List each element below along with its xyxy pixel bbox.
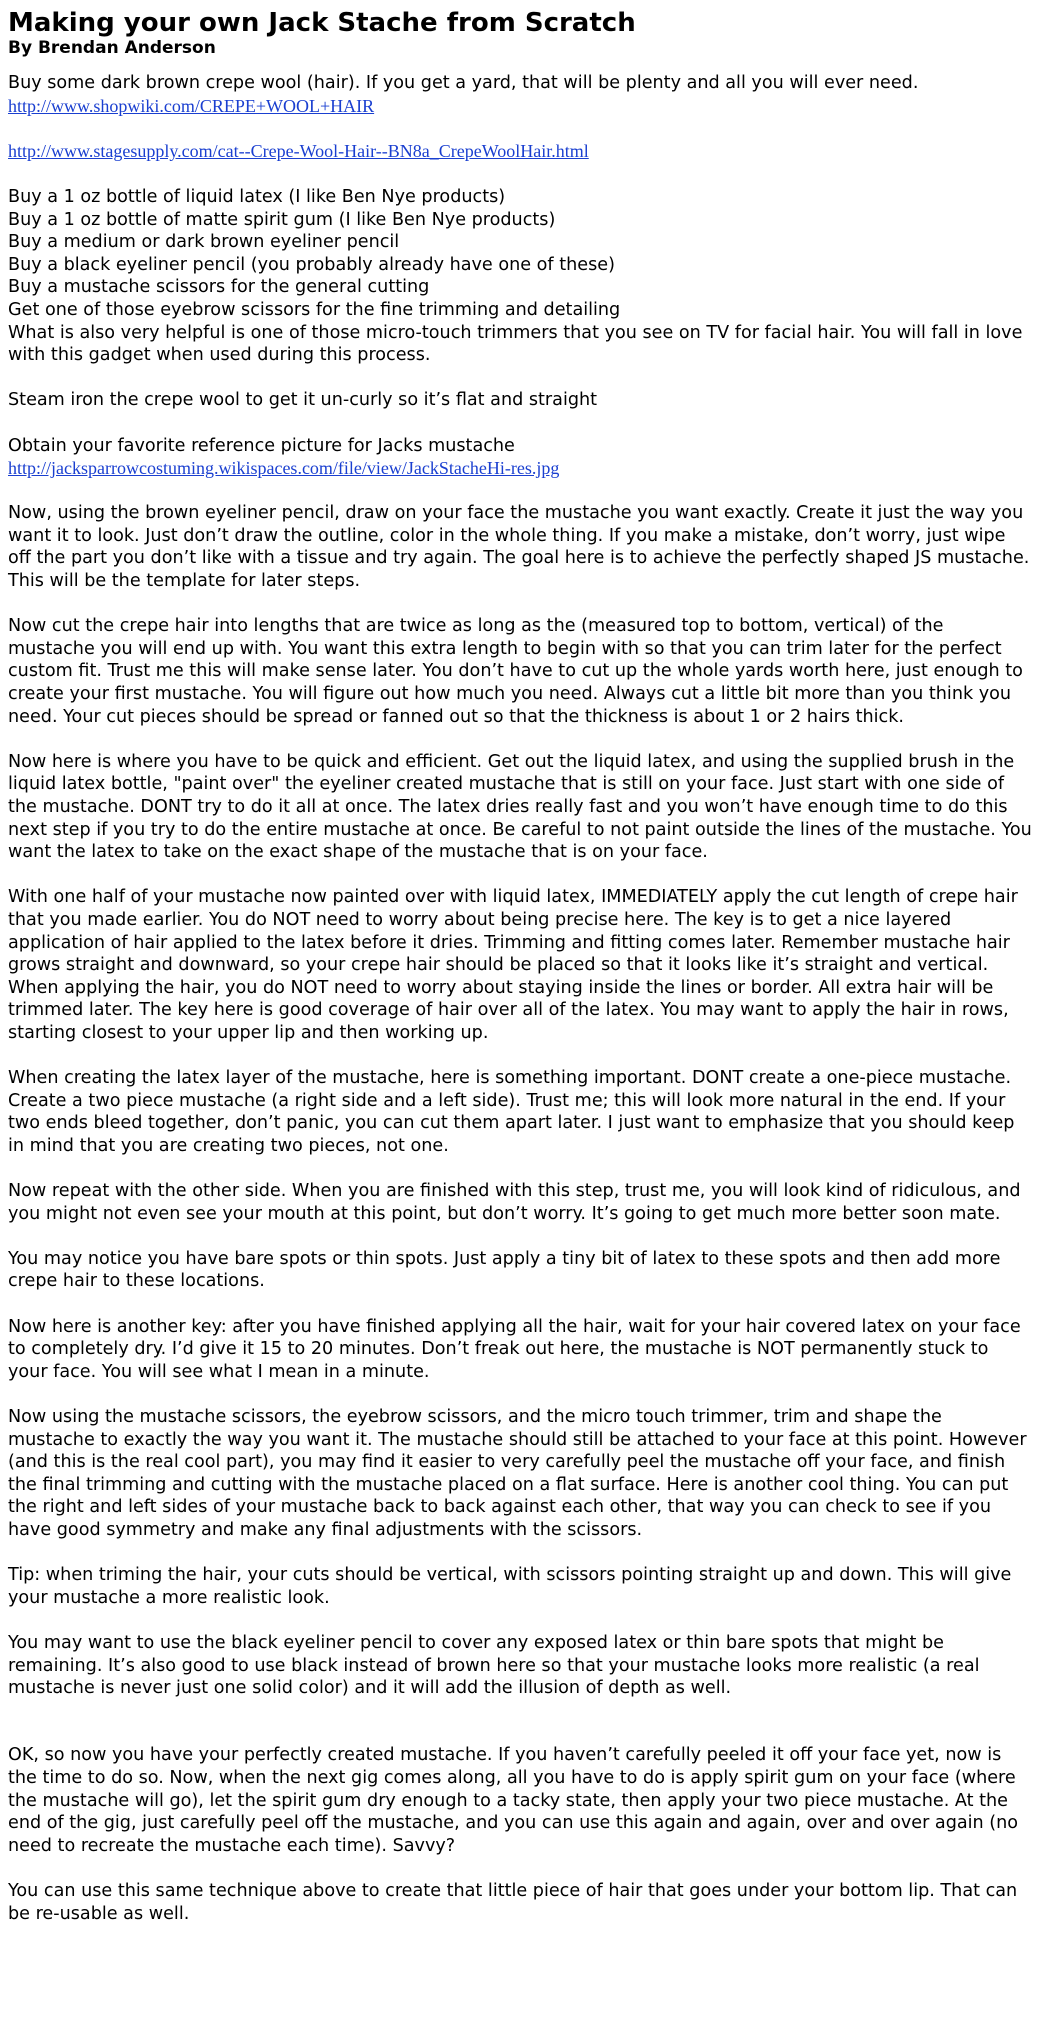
reference-paragraph	[8, 435, 1033, 480]
body-paragraph: You may notice you have bare spots or thin spots. Just apply a tiny bit of latex to these spots and then add more crepe hair to these locations.	[8, 1248, 1001, 1292]
supply-item: Get one of those eyebrow scissors for the fine trimming and detailing	[8, 299, 621, 320]
supply-item: Buy a mustache scissors for the general cutting	[8, 277, 430, 298]
document-title: Making your own Jack Stache from Scratch	[8, 8, 636, 38]
supply-item: Buy a 1 oz bottle of liquid latex (I like Ben Nye products)	[8, 186, 506, 207]
section-gap	[8, 1722, 1033, 1744]
body-paragraph: Now using the mustache scissors, the eyebrow scissors, and the micro touch trimmer, trim and shape the mustache to exactly the way you want it. The mustache should still be attached to your face at this point. However (and this is the real cool part), you may find it easier to very carefully peel the mustache off your face, and finish the final trimming and cutting with the mustache placed on a flat surface. Here is another cool thing. You can put the right and left sides of your mustache back to back against each other, that way you can check to see if you have good symmetry and make any final adjustments with the scissors.	[8, 1407, 1027, 1540]
body-paragraph: Now here is another key: after you have finished applying all the hair, wait for your hair covered latex on your face to completely dry. I’d give it 15 to 20 minutes. Don’t freak out here, the mustache is NOT permanently stuck to your face. You will see what I mean in a minute.	[8, 1316, 1021, 1382]
reference-text: Obtain your favorite reference picture for Jacks mustache	[8, 435, 515, 456]
supply-item: What is also very helpful is one of those micro-touch trimmers that you see on TV for facial hair. You will fall in love with this gadget when used during this process.	[8, 322, 1023, 366]
intro-paragraph	[8, 72, 1033, 117]
closing-paragraph: OK, so now you have your perfectly created mustache. If you haven’t carefully peeled it off your face yet, now is the time to do so. Now, when the next gig comes along, all you have to do is apply spirit gum on your face (where the mustache will go), let the spirit gum dry enough to a tacky state, then apply your two piece mustache. At the end of the gig, just carefully peel off the mustache, and you can use this again and again, over and over again (no need to recreate the mustache each time). Savvy?	[8, 1745, 1019, 1856]
supply-item: Buy a medium or dark brown eyeliner pencil	[8, 232, 400, 253]
body-paragraph: Now, using the brown eyeliner pencil, draw on your face the mustache you want exactly. Create it just the way you want it to look. Just don’t draw the outline, color in the whole thing. If you make a mistake, don’t worry, just wipe off the part you don’t like with a tissue and try again. The goal here is to achieve the perfectly shaped JS mustache. This will be the template for later steps.	[8, 503, 1030, 592]
body-paragraph: When creating the latex layer of the mustache, here is something important. DONT create a one-piece mustache. Create a two piece mustache (a right side and a left side). Trust me; this will look more natural in the end. If your two ends bleed together, don’t panic, you can cut them apart later. I just want to emphasize that you should keep in mind that you are creating two pieces, not one.	[8, 1068, 1015, 1156]
supply-item: Buy a black eyeliner pencil (you probably already have one of these)	[8, 254, 615, 275]
steam-paragraph: Steam iron the crepe wool to get it un-curly so it’s flat and straight	[8, 390, 598, 411]
document-author: By Brendan Anderson	[8, 38, 216, 58]
body-paragraph: Now repeat with the other side. When you are finished with this step, trust me, you will look kind of ridiculous, and you might not even see your mouth at this point, but don’t worry. It’s going to get much more better soon mate.	[8, 1181, 1021, 1224]
tip-paragraph: Tip: when triming the hair, your cuts should be vertical, with scissors pointing straight up and down. This will give your mustache a more realistic look.	[8, 1565, 1012, 1608]
intro-text: Buy some dark brown crepe wool (hair). If you get a yard, that will be plenty and all you will ever need.	[8, 73, 919, 93]
body-paragraph: Now here is where you have to be quick and efficient. Get out the liquid latex, and using the supplied brush in the liquid latex bottle, "paint over" the eyeliner created mustache that is still on your face. Just start with one side of the mustache. DONT try to do it all at once. The latex dries really fast and you won’t have enough time to do this next step if you try to do the entire mustache at once. Be careful to not paint outside the lines of the mustache. You want the latex to take on the exact shape of the mustache that is on your face.	[8, 751, 1032, 863]
closing-paragraph: You can use this same technique above to create that little piece of hair that goes under your bottom lip. That can be re-usable as well.	[8, 1880, 1018, 1924]
shopwiki-link[interactable]: http://www.shopwiki.com/CREPE+WOOL+HAIR	[8, 95, 375, 116]
stagesupply-paragraph	[8, 140, 1033, 164]
body-paragraph: Now cut the crepe hair into lengths that are twice as long as the (measured top to bottom, vertical) of the mustache you will end up with. You want this extra length to begin with so that you can trim later for the perfect custom fit. Trust me this will make sense later. You don’t have to cut up the whole yards worth here, just enough to create your first mustache. You will figure out how much you need. Always cut a little bit more than you think you need. Your cut pieces should be spread or fanned out so that the thickness is about 1 or 2 hairs thick.	[8, 616, 1023, 727]
body-paragraph: You may want to use the black eyeliner pencil to cover any exposed latex or thin bare spots that might be remaining. It’s also good to use black instead of brown here so that your mustache looks more realistic (a real mustache is never just one solid color) and it will add the illusion of depth as well.	[8, 1632, 980, 1699]
body-paragraph: With one half of your mustache now painted over with liquid latex, IMMEDIATELY apply the cut length of crepe hair that you made earlier. You do NOT need to worry about being precise here. The key is to get a nice layered application of hair applied to the latex before it dries. Trimming and fitting comes later. Remember mustache hair grows straight and downward, so your crepe hair should be placed so that it looks like it’s straight and vertical. When applying the hair, you do NOT need to worry about staying inside the lines or border. All extra hair will be trimmed later. The key here is good coverage of hair over all of the latex. You may want to apply the hair in rows, starting closest to your upper lip and then working up.	[8, 887, 1018, 1043]
reference-link[interactable]: http://jacksparrowcostuming.wikispaces.com/file/view/JackStacheHi-res.jpg	[8, 458, 560, 479]
stagesupply-link[interactable]: http://www.stagesupply.com/cat--Crepe-Wool-Hair--BN8a_CrepeWoolHair.html	[8, 140, 589, 161]
supplies-list	[8, 186, 1033, 367]
supply-item: Buy a 1 oz bottle of matte spirit gum (I like Ben Nye products)	[8, 209, 556, 230]
